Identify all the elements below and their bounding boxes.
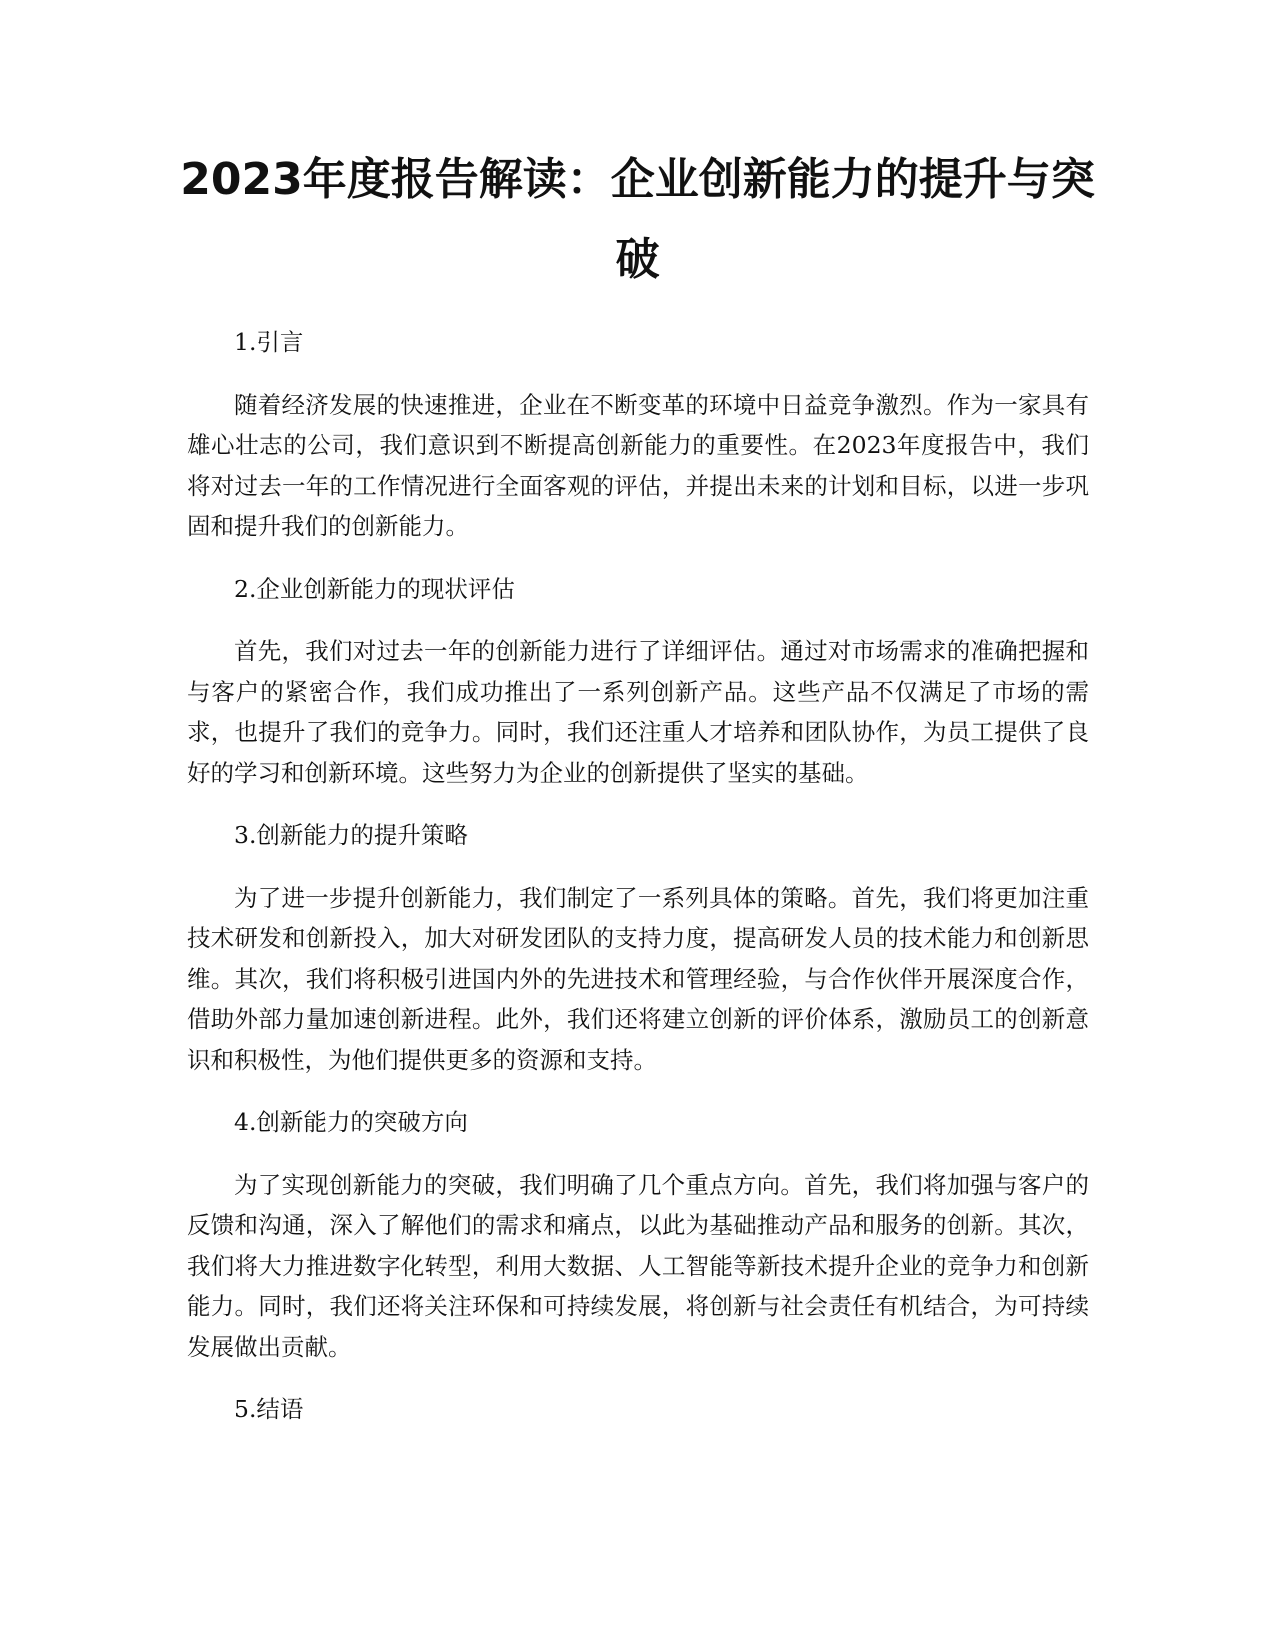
section-paragraph-strategy: 为了进一步提升创新能力，我们制定了一系列具体的策略。首先，我们将更加注重技术研发和创新投入，加大对研发团队的支持力度，提高研发人员的技术能力和创新思维。其次，我们将积极引进国内外的先进技术和管理经验，与合作伙伴开展深度合作，借助外部力量加速创新进程。此外，我们还将建立创新的评价体系，激励员工的创新意识和积极性，为他们提供更多的资源和支持。 [187, 883, 1089, 1074]
document-title: 2023年度报告解读：企业创新能力的提升与突破 [180, 154, 1095, 285]
section-heading-breakthrough: 4.创新能力的突破方向 [234, 1108, 468, 1136]
section-paragraph-assessment: 首先，我们对过去一年的创新能力进行了详细评估。通过对市场需求的准确把握和与客户的紧密合作，我们成功推出了一系列创新产品。这些产品不仅满足了市场的需求，也提升了我们的竞争力。同时，我们还注重人才培养和团队协作，为员工提供了良好的学习和创新环境。这些努力为企业的创新提供了坚实的基础。 [187, 637, 1089, 787]
document-body [187, 322, 1089, 1452]
section-heading-conclusion: 5.结语 [234, 1395, 304, 1423]
section-heading-intro: 1.引言 [234, 328, 304, 356]
section-paragraph-breakthrough: 为了实现创新能力的突破，我们明确了几个重点方向。首先，我们将加强与客户的反馈和沟通，深入了解他们的需求和痛点，以此为基础推动产品和服务的创新。其次，我们将大力推进数字化转型，利用大数据、人工智能等新技术提升企业的竞争力和创新能力。同时，我们还将关注环保和可持续发展，将创新与社会责任有机结合，为可持续发展做出贡献。 [187, 1170, 1089, 1361]
section-heading-assessment: 2.企业创新能力的现状评估 [234, 574, 515, 603]
section-heading-strategy: 3.创新能力的提升策略 [234, 821, 468, 849]
section-paragraph-intro: 随着经济发展的快速推进，企业在不断变革的环境中日益竞争激烈。作为一家具有雄心壮志的公司，我们意识到不断提高创新能力的重要性。在2023年度报告中，我们将对过去一年的工作情况进行全面客观的评估，并提出未来的计划和目标，以进一步巩固和提升我们的创新能力。 [187, 390, 1089, 540]
